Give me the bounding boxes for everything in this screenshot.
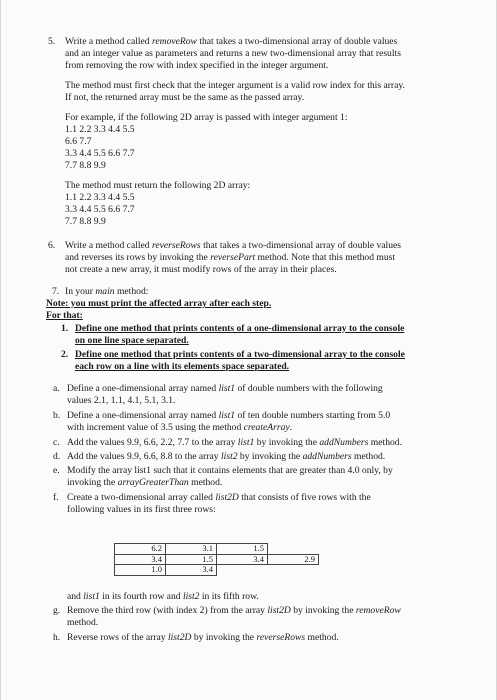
table-cell: 1.0 (115, 565, 166, 576)
step-d-line-1: Add the values 9.9, 6.6, 8.8 to the array list2 by invoking the addNumbers method. (67, 451, 386, 462)
table-row (115, 554, 319, 565)
step-b-line-1: Define a one-dimensional array named list1 of ten double numbers starting from 5.0 (67, 410, 391, 421)
method-name: reversePart (210, 252, 256, 263)
step-h-label: h. (53, 632, 61, 643)
step-a-line-1: Define a one-dimensional array named list1 of double numbers with the following (67, 383, 383, 394)
step-d-label: d. (53, 451, 61, 462)
step-g-line-1: Remove the third row (with index 2) from the array list2D by invoking the removeRow (67, 605, 401, 616)
method-name: removeRow (152, 36, 197, 47)
step-f-line-1: Create a two-dimensional array called list2D that consists of five rows with the (67, 492, 371, 503)
q5-number: 5. (48, 36, 56, 47)
q6-line-3: not create a new array, it must modify rows of the array in their places. (65, 264, 337, 275)
table-row (115, 544, 319, 555)
define-2-line-1: Define one method that prints contents of a two-dimensional array to the console (75, 349, 405, 360)
method-name: reverseRows (152, 240, 201, 251)
step-c-label: c. (53, 437, 60, 448)
step-b-line-2: with increment value of 3.5 using the method createArray. (67, 422, 293, 433)
table-cell: 6.2 (115, 544, 166, 555)
step-c-line-1: Add the values 9.9, 6.6, 2.2, 7.7 to the array list1 by invoking the addNumbers method. (67, 437, 402, 448)
table-cell: 3.4 (217, 554, 268, 565)
define-1-number: 1. (61, 323, 69, 334)
step-h-line-1: Reverse rows of the array list2D by invoking the reverseRows method. (67, 632, 339, 643)
define-2-line-2: each row on a line with its elements space separated. (75, 361, 290, 372)
q5-check-line-1: The method must first check that the integer argument is a valid row index for this array. (65, 80, 405, 91)
step-g-line-2: method. (67, 617, 99, 628)
q7-number: 7. (52, 286, 60, 297)
print-note: Note: you must print the affected array after each step. (46, 298, 272, 309)
table-cell (268, 565, 319, 576)
step-f-line-2: following values in its first three rows: (67, 504, 216, 515)
array-row: 1.1 2.2 3.3 4.4 5.5 (65, 192, 135, 203)
step-g-label: g. (53, 605, 61, 616)
array-row: 7.7 8.8 9.9 (65, 216, 106, 227)
array-row: 3.3 4.4 5.5 6.6 7.7 (65, 148, 135, 159)
step-a-line-2: values 2.1, 1.1, 4.1, 5.1, 3.1. (67, 395, 176, 406)
table-cell (217, 565, 268, 576)
for-that-heading: For that: (46, 310, 83, 321)
table-cell: 3.4 (115, 554, 166, 565)
q5-line-1: Write a method called removeRow that takes a two-dimensional array of double values (65, 36, 398, 47)
define-1-line-1: Define one method that prints contents of a one-dimensional array to the console (75, 323, 405, 334)
q5-line-2: and an integer value as parameters and returns a new two-dimensional array that results (65, 48, 401, 59)
table-cell: 1.5 (166, 554, 217, 565)
step-e-line-2: invoking the arrayGreaterThan method. (67, 477, 223, 488)
table-cell: 3.4 (166, 565, 217, 576)
q5-check-line-2: If not, the returned array must be the same as the passed array. (65, 92, 305, 103)
step-f-after-table: and list1 in its fourth row and list2 in its fifth row. (67, 591, 259, 602)
step-e-label: e. (53, 465, 60, 476)
q5-return-intro: The method must return the following 2D array: (65, 180, 251, 191)
table-cell: 1.5 (217, 544, 268, 555)
step-e-line-1: Modify the array list1 such that it contains elements that are greater than 4.0 only, by (67, 465, 393, 476)
q6-line-2: and reverses its rows by invoking the reversePart method. Note that this method must (65, 252, 396, 263)
q6-number: 6. (48, 240, 56, 251)
array-row: 6.6 7.7 (65, 136, 92, 147)
array-row: 3.3 4.4 5.5 6.6 7.7 (65, 204, 135, 215)
array-row: 7.7 8.8 9.9 (65, 160, 106, 171)
step-a-label: a. (53, 383, 60, 394)
step-f-label: f. (53, 492, 59, 503)
q7-line-1: In your main method: (65, 286, 149, 297)
q6-line-1: Write a method called reverseRows that takes a two-dimensional array of double values (65, 240, 402, 251)
array-row: 1.1 2.2 3.3 4.4 5.5 (65, 124, 135, 135)
table-cell (268, 544, 319, 555)
q5-example-intro: For example, if the following 2D array is passed with integer argument 1: (65, 112, 348, 123)
define-1-line-2: on one line space separated. (75, 335, 189, 346)
define-2-number: 2. (61, 349, 69, 360)
q5-line-3: from removing the row with index specified in the integer argument. (65, 60, 329, 71)
method-name: main (95, 286, 115, 297)
step-b-label: b. (53, 410, 61, 421)
table-row (115, 565, 319, 576)
table-cell: 3.1 (166, 544, 217, 555)
values-table (114, 543, 319, 576)
table-cell: 2.9 (268, 554, 319, 565)
